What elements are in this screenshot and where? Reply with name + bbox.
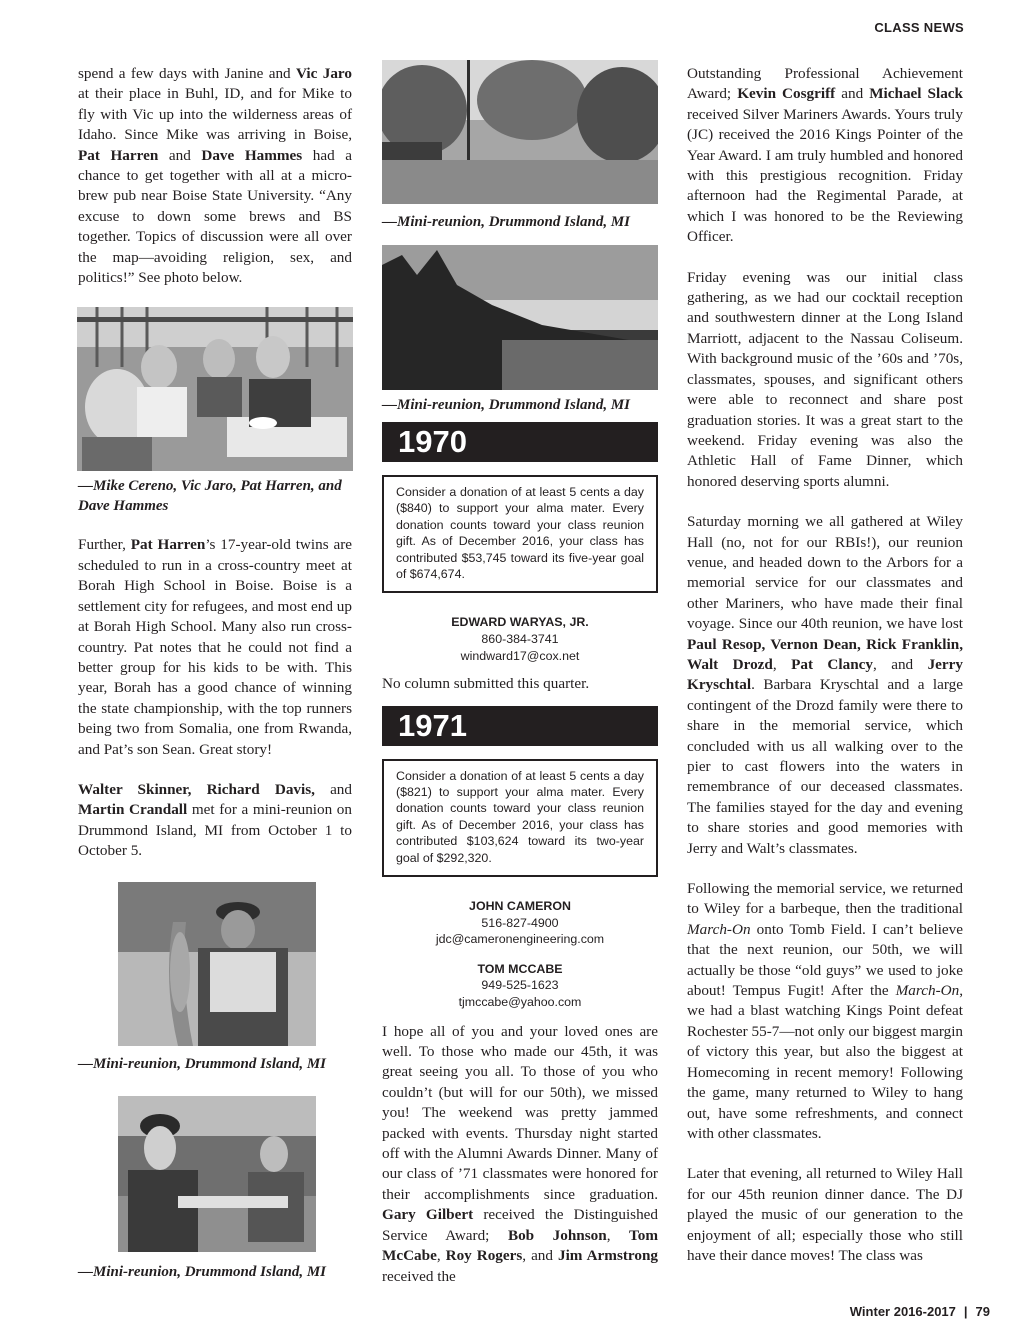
contact-1971-mccabe	[382, 961, 658, 1011]
text-run: ’s 17-year-old twins are scheduled to run in a cross-country meet at Borah High School in Boise. Boise is a settlement city for refugees, and most end up at Borah High School. Many also run cross-country. Pat notes that he could not find a better group for his kids to be with. This year, Borah has a good chance of winning the state championship, with the top runners being two from Somalia, one from Rwanda, and Pat’s son Sean. Great story!	[78, 536, 352, 758]
bold-name: Bob Johnson	[507, 1226, 607, 1244]
contact-name: EDWARD WARYAS, JR.	[451, 615, 589, 630]
section-label: CLASS NEWS	[874, 20, 964, 35]
bold-name: Michael Slack	[869, 85, 963, 103]
bold-name: Pat Harren	[78, 146, 159, 164]
middle-paragraph-1	[382, 1022, 658, 1287]
bold-name: Jerry Kryschtal	[687, 655, 963, 694]
bold-name: Walter Skinner, Richard Davis,	[78, 780, 315, 798]
text-run: , we had a blast watching Kings Point defeat Rochester 55-7—not only our biggest margin of victory this year, but also the biggest at Homecoming in recent memory! Following the game, many returned to Wiley to hang out, have some refreshments, and connect with other classmates.	[687, 982, 964, 1142]
photo-drummond-trees-caption: —Mini-reunion, Drummond Island, MI	[382, 214, 630, 230]
photo-fisherman-pike-image	[118, 882, 316, 1046]
photo-drummond-shoreline	[382, 245, 658, 390]
contact-email[interactable]: windward17@cox.net	[460, 648, 580, 663]
left-paragraph-3	[78, 780, 352, 862]
text-run: , and	[522, 1247, 558, 1265]
text-run: ,	[772, 655, 792, 673]
photo-boat-fishing-image	[118, 1096, 316, 1252]
bold-name: Roy Rogers	[445, 1247, 523, 1265]
contact-phone: 949-525-1623	[481, 978, 559, 993]
text-run: met for a mini-reunion on Drummond Island, MI from October 1 to October 5.	[78, 801, 352, 860]
bold-name: Jim Armstrong	[557, 1247, 659, 1265]
photo-boat-fishing	[118, 1096, 316, 1252]
issue-label: Winter 2016-2017	[849, 1304, 956, 1319]
photo-drummond-trees	[382, 60, 658, 204]
bold-name: Vic Jaro	[296, 65, 352, 82]
bold-name: Kevin Cosgriff	[737, 85, 836, 103]
class-year-1970-header: 1970	[382, 422, 658, 462]
contact-name: TOM MCCABE	[477, 961, 563, 976]
text-run: Outstanding Professional Achievement Award;	[687, 65, 963, 103]
right-paragraph-4	[687, 879, 963, 1144]
donation-box-1971: Consider a donation of at least 5 cents a day ($821) to support your alma mater. Every donation counts toward your class reunion gift. As of December 2016, your class has contributed $103,624 toward its two-year goal of $292,320.	[382, 759, 658, 877]
bold-name: Dave Hammes	[201, 146, 303, 164]
contact-email[interactable]: tjmccabe@yahoo.com	[458, 995, 582, 1010]
text-run: at their place in Buhl, ID, and for Mike to fly with Vic up into the wilderness areas of Idaho. Since Mike was arriving in Boise,	[78, 85, 352, 144]
text-run: spend a few days with Janine and	[78, 65, 297, 82]
text-run: Saturday morning we all gathered at Wiley Hall (no, not for our RBIs!), our reunion venue, and headed down to the Arbors for a memorial service for our classmates and other Mariners, who have made their final voyage. Since our 40th reunion, we have lost	[687, 513, 963, 633]
text-run: ,	[606, 1226, 630, 1244]
contact-phone: 516-827-4900	[481, 915, 559, 930]
text-run: and	[158, 146, 202, 164]
bold-name: Paul Resop, Vernon Dean, Rick Franklin, Walt Drozd	[687, 635, 963, 673]
text-run: and	[314, 780, 352, 798]
right-paragraph-1	[687, 64, 963, 248]
photo-brewpub-group	[77, 307, 353, 471]
middle-column	[382, 60, 658, 1287]
text-run: Further,	[78, 536, 131, 554]
footer-separator: |	[963, 1304, 968, 1319]
photo-fisherman-pike	[118, 882, 316, 1046]
text-run: , and	[873, 655, 928, 673]
bold-name: Tom McCabe	[382, 1226, 659, 1265]
left-column	[78, 64, 352, 1282]
text-run: and	[835, 85, 870, 103]
right-paragraph-5	[687, 1164, 963, 1266]
page-footer	[850, 1304, 990, 1319]
text-run: Friday evening was our initial class gathering, as we had our cocktail reception and southwestern dinner at the Long Island Marriott, adjacent to the Nassau Coliseum. With background music of the ’60s and ’70s, classmates, spouses, and significant others were able to reconnect and share post graduation stories. It was a great start to the weekend. Friday evening was also the Athletic Hall of Fame Dinner, which honored deserving sports alumni.	[687, 268, 963, 490]
italic-term: March-On	[687, 920, 751, 938]
text-run: had a chance to get together with all at a micro-brew pub near Boise State University. “Any excuse to down some brews and BS together. Topics of discussion were all over the map—avoiding religion, sex, and politics!” See photo below.	[78, 146, 352, 287]
bold-name: Pat Harren	[130, 536, 206, 554]
right-paragraph-3	[687, 512, 963, 859]
text-run: received Silver Mariners Awards. Yours truly (JC) received the 2016 Kings Pointer of the Year Award. I am truly humbled and honored with this prestigious recognition. Friday afternoon had the Regimental Parade, at which I was honored to be the Reviewing Officer.	[687, 105, 963, 246]
text-run: Later that evening, all returned to Wiley Hall for our 45th reunion dinner dance. The DJ played the music of our generation to the enjoyment of all; especially those who still have their dance moves! The class was	[687, 1165, 963, 1264]
italic-term: March-On	[895, 982, 960, 1000]
photo-drummond-shoreline-caption: —Mini-reunion, Drummond Island, MI	[382, 397, 630, 413]
text-run: received the Distinguished Service Award;	[382, 1206, 659, 1244]
bold-name: Martin Crandall	[78, 801, 188, 819]
photo-drummond-trees-image	[382, 60, 658, 204]
photo-drummond-shoreline-image	[382, 245, 658, 390]
right-paragraph-2	[687, 268, 963, 492]
right-column	[687, 64, 963, 1266]
contact-name: JOHN CAMERON	[469, 899, 571, 914]
contact-1971-cameron	[382, 898, 658, 948]
note-1970: No column submitted this quarter.	[382, 675, 590, 693]
photo-brewpub-image	[77, 307, 353, 471]
contact-phone: 860-384-3741	[481, 632, 559, 647]
page-number: 79	[975, 1304, 990, 1319]
photo-boat-fishing-caption: —Mini-reunion, Drummond Island, MI	[78, 1263, 326, 1280]
text-run: . Barbara Kryschtal and a large contingent of the Drozd family were there to share in the memorial service, which concluded with us all walking over to the pier to cast flowers into the waters in remembrance of our deceased classmates. The families stayed for the day and evening to share stories and good memories with Jerry and Walt’s classmates.	[687, 676, 963, 857]
left-paragraph-2	[78, 535, 352, 759]
contact-1970	[382, 614, 658, 664]
class-year-1971-header: 1971	[382, 706, 658, 746]
bold-name: Pat Clancy	[791, 655, 873, 673]
photo-fisherman-pike-caption: —Mini-reunion, Drummond Island, MI	[78, 1055, 326, 1072]
bold-name: Gary Gilbert	[382, 1206, 474, 1224]
text-run: I hope all of you and your loved ones are well. To those who made our 45th, it was great seeing you all. To those of you who couldn’t (but will for our 50th), we missed you! The weekend was pretty jammed packed with events. Thursday night started off with the Alumni Awards Dinner. Many of our class of ’71 classmates were honored for their accomplishments since graduation.	[382, 1022, 658, 1203]
photo-brewpub-caption: —Mike Cereno, Vic Jaro, Pat Harren, and Dave Hammes	[78, 478, 342, 515]
text-run: received the	[382, 1267, 456, 1285]
left-paragraph-1	[78, 64, 352, 288]
contact-email[interactable]: jdc@cameronengineering.com	[435, 932, 605, 947]
text-run: Following the memorial service, we returned to Wiley for a barbeque, then the traditional	[687, 880, 963, 918]
text-run: ,	[436, 1247, 446, 1265]
donation-box-1970: Consider a donation of at least 5 cents a day ($840) to support your alma mater. Every donation counts toward your class reunion gift. As of December 2016, your class has contributed $53,745 toward its five-year goal of $674,674.	[382, 475, 658, 593]
text-run: onto Tomb Field. I can’t believe that the next reunion, our 50th, we will actually be those “old guys” we used to joke about! Tempus Fugit! After the	[687, 920, 963, 1000]
